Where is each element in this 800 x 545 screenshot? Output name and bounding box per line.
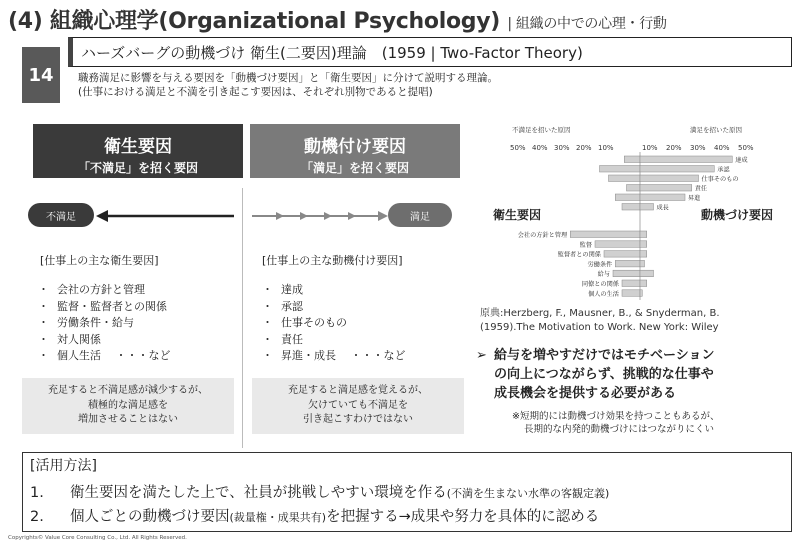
hygiene-dissatisfaction-bar xyxy=(615,260,640,267)
topic-title: ハーズバーグの動機づけ 衛生(二要因)理論 (1959 | Two-Factor Theory) xyxy=(81,43,583,62)
conclusion-line: 給与を増やすだけではモチベーション xyxy=(494,348,715,363)
usage-item-text: を把握する→成果や努力を具体的に認める xyxy=(326,509,600,525)
usage-item-number: 1. xyxy=(30,485,44,501)
motivator-bar-label: 成長 xyxy=(656,204,669,212)
page-subtitle: | 組織の中での心理・行動 xyxy=(507,16,667,32)
hygiene-dissatisfaction-bar xyxy=(570,231,640,238)
hygiene-note-line: 積極的な満足感を xyxy=(88,399,168,411)
x-tick-label: 10% xyxy=(642,144,658,152)
source-citation xyxy=(480,307,720,335)
x-tick-label: 10% xyxy=(598,144,614,152)
topic-bar xyxy=(68,37,792,67)
hygiene-satisfaction-bar xyxy=(640,260,645,267)
hygiene-list xyxy=(38,282,171,365)
motivator-satisfaction-bar xyxy=(640,166,714,173)
motivator-satisfaction-bar xyxy=(640,156,732,163)
hygiene-dissatisfaction-bar xyxy=(595,241,640,248)
hygiene-satisfaction-bar xyxy=(640,251,647,258)
usage-item-2 xyxy=(30,505,599,526)
hygiene-bar-label: 労働条件 xyxy=(587,261,613,269)
motivator-satisfaction-bar xyxy=(640,194,685,201)
hygiene-title: 衛生要因 xyxy=(104,137,172,157)
hygiene-dissatisfaction-bar xyxy=(622,280,640,287)
hygiene-list-title: [仕事上の主な衛生要因] xyxy=(40,254,159,267)
chart-motivation-label: 動機づけ要因 xyxy=(701,208,774,222)
dissatisfaction-pill: 不満足 xyxy=(28,203,94,227)
usage-item-note: (不満を生まない水準の客観定義) xyxy=(446,487,610,500)
conclusion-note-line: ※短期的には動機づけ効果を持つこともあるが、 xyxy=(512,411,720,422)
hygiene-dissatisfaction-bar xyxy=(613,270,640,277)
slide-number-badge: 14 xyxy=(22,47,60,103)
axis-arrows xyxy=(96,206,396,226)
usage-item-text: 衛生要因を満たした上で、社員が挑戦しやすい環境を作る xyxy=(70,485,447,501)
hygiene-bar-label: 個人の生活 xyxy=(588,290,619,298)
source-line-1: 原典:Herzberg, F., Mausner, B., & Snyderman, B. xyxy=(480,308,720,319)
motivator-dissatisfaction-bar xyxy=(627,185,641,192)
x-tick-label: 50% xyxy=(510,144,526,152)
list-item: ・ 責任 xyxy=(262,332,406,349)
chart-marks xyxy=(518,152,748,300)
satisfaction-pill: 満足 xyxy=(388,203,452,227)
list-item: ・ 昇進・成長 ・・・など xyxy=(262,348,406,365)
list-item: ・ 個人生活 ・・・など xyxy=(38,348,171,365)
right-arrow-chevron-1 xyxy=(276,212,284,220)
hygiene-note-line: 増加させることはない xyxy=(78,414,178,425)
hygiene-bar-label: 同僚との関係 xyxy=(581,281,619,288)
hygiene-dissatisfaction-bar xyxy=(622,290,640,297)
usage-item-1 xyxy=(30,481,609,502)
list-item: ・ 承認 xyxy=(262,299,406,316)
motivation-note-line: 引き起こすわけではない xyxy=(303,414,413,425)
hygiene-factor-box xyxy=(33,124,243,178)
hygiene-satisfaction-bar xyxy=(640,241,647,248)
copyright: Copyrights© Value Core Consulting Co., Ltd. All Rights Reserved. xyxy=(8,535,187,541)
hygiene-note-line: 充足すると不満足感が減少するが、 xyxy=(48,385,208,396)
motivator-dissatisfaction-bar xyxy=(609,175,641,182)
conclusion-line: 成長機会を提供する必要がある xyxy=(494,386,677,401)
hygiene-bar-label: 会社の方針と管理 xyxy=(517,232,568,239)
motivator-satisfaction-bar xyxy=(640,175,699,182)
motivation-factor-box xyxy=(250,124,460,178)
hygiene-satisfaction-bar xyxy=(640,231,647,238)
usage-item-number: 2. xyxy=(30,509,44,525)
x-tick-label: 30% xyxy=(690,144,706,152)
list-item: ・ 会社の方針と管理 xyxy=(38,282,171,299)
conclusion xyxy=(476,346,714,403)
motivation-title: 動機付け要因 xyxy=(304,137,406,157)
motivator-bar-label: 責任 xyxy=(694,185,708,193)
x-tick-label: 30% xyxy=(554,144,570,152)
list-item: ・ 達成 xyxy=(262,282,406,299)
conclusion-line: の向上につながらず、挑戦的な仕事や xyxy=(494,367,714,382)
motivation-note-line: 充足すると満足感を覚えるが、 xyxy=(288,385,428,396)
list-item: ・ 対人関係 xyxy=(38,332,171,349)
motivator-bar-label: 仕事そのもの xyxy=(701,176,739,183)
motivation-note-line: 欠けていても不満足を xyxy=(308,399,408,411)
hygiene-satisfaction-bar xyxy=(640,280,647,287)
right-arrow-head xyxy=(378,211,388,221)
hygiene-dissatisfaction-bar xyxy=(604,251,640,258)
x-tick-label: 40% xyxy=(532,144,548,152)
chart-hygiene-label: 衛生要因 xyxy=(493,208,542,222)
hygiene-note-box xyxy=(22,378,234,434)
chart-left-header: 不満足を招いた原因 xyxy=(512,126,571,134)
right-arrow-chevron-3 xyxy=(324,212,332,220)
x-tick-label: 20% xyxy=(576,144,592,152)
hygiene-satisfaction-bar xyxy=(640,270,654,277)
arrow-bullet-icon: ➢ xyxy=(476,348,487,363)
motivator-satisfaction-bar xyxy=(640,185,692,192)
description-line-2: (仕事における満足と不満を引き起こす要因は、それぞれ別物であると提唱) xyxy=(78,86,433,98)
list-item: ・ 監督・監督者との関係 xyxy=(38,299,171,316)
topic-description xyxy=(78,71,498,99)
description-line-1: 職務満足に影響を与える要因を「動機づけ要因」と「衛生要因」に分けて説明する理論。 xyxy=(78,72,498,84)
hygiene-satisfaction-bar xyxy=(640,290,642,297)
conclusion-note-line: 長期的な内発的動機づけにはつながりにくい xyxy=(524,424,715,435)
motivator-bar-label: 昇進 xyxy=(688,195,701,202)
motivation-subtitle: 「満足」を招く要因 xyxy=(300,161,409,175)
motivation-note-box xyxy=(252,378,464,434)
usage-title: [活用方法] xyxy=(30,458,97,474)
x-tick-label: 50% xyxy=(738,144,754,152)
motivator-dissatisfaction-bar xyxy=(622,204,640,211)
motivator-bar-label: 達成 xyxy=(735,157,748,164)
motivator-dissatisfaction-bar xyxy=(624,156,640,163)
left-arrow-head xyxy=(96,210,108,222)
list-item: ・ 労働条件・給与 xyxy=(38,315,171,332)
right-arrow-chevron-4 xyxy=(348,212,356,220)
hygiene-subtitle: 「不満足」を招く要因 xyxy=(77,161,198,175)
usage-item-note: (裁量権・成果共有) xyxy=(229,511,327,524)
motivation-list xyxy=(262,282,406,365)
conclusion-note xyxy=(512,410,719,436)
x-tick-label: 40% xyxy=(714,144,730,152)
motivation-list-title: [仕事上の主な動機付け要因] xyxy=(262,254,403,267)
right-arrow-chevron-2 xyxy=(300,212,308,220)
x-tick-label: 20% xyxy=(666,144,682,152)
usage-item-text: 個人ごとの動機づけ要因 xyxy=(70,509,230,525)
motivator-satisfaction-bar xyxy=(640,204,654,211)
chart-right-header: 満足を招いた原因 xyxy=(690,126,742,134)
column-divider xyxy=(242,188,243,448)
two-factor-chart xyxy=(480,150,790,302)
motivator-bar-label: 承認 xyxy=(717,166,730,174)
page-title xyxy=(8,4,667,35)
list-item: ・ 仕事そのもの xyxy=(262,315,406,332)
motivator-dissatisfaction-bar xyxy=(615,194,640,201)
page-title-text: (4) 組織心理学(Organizational Psychology) xyxy=(8,9,500,34)
source-line-2: (1959).The Motivation to Work. New York: Wiley xyxy=(480,322,719,333)
motivator-dissatisfaction-bar xyxy=(600,166,641,173)
hygiene-bar-label: 監督者との関係 xyxy=(557,251,601,259)
hygiene-bar-label: 監督 xyxy=(579,241,592,249)
hygiene-bar-label: 給与 xyxy=(597,271,610,279)
